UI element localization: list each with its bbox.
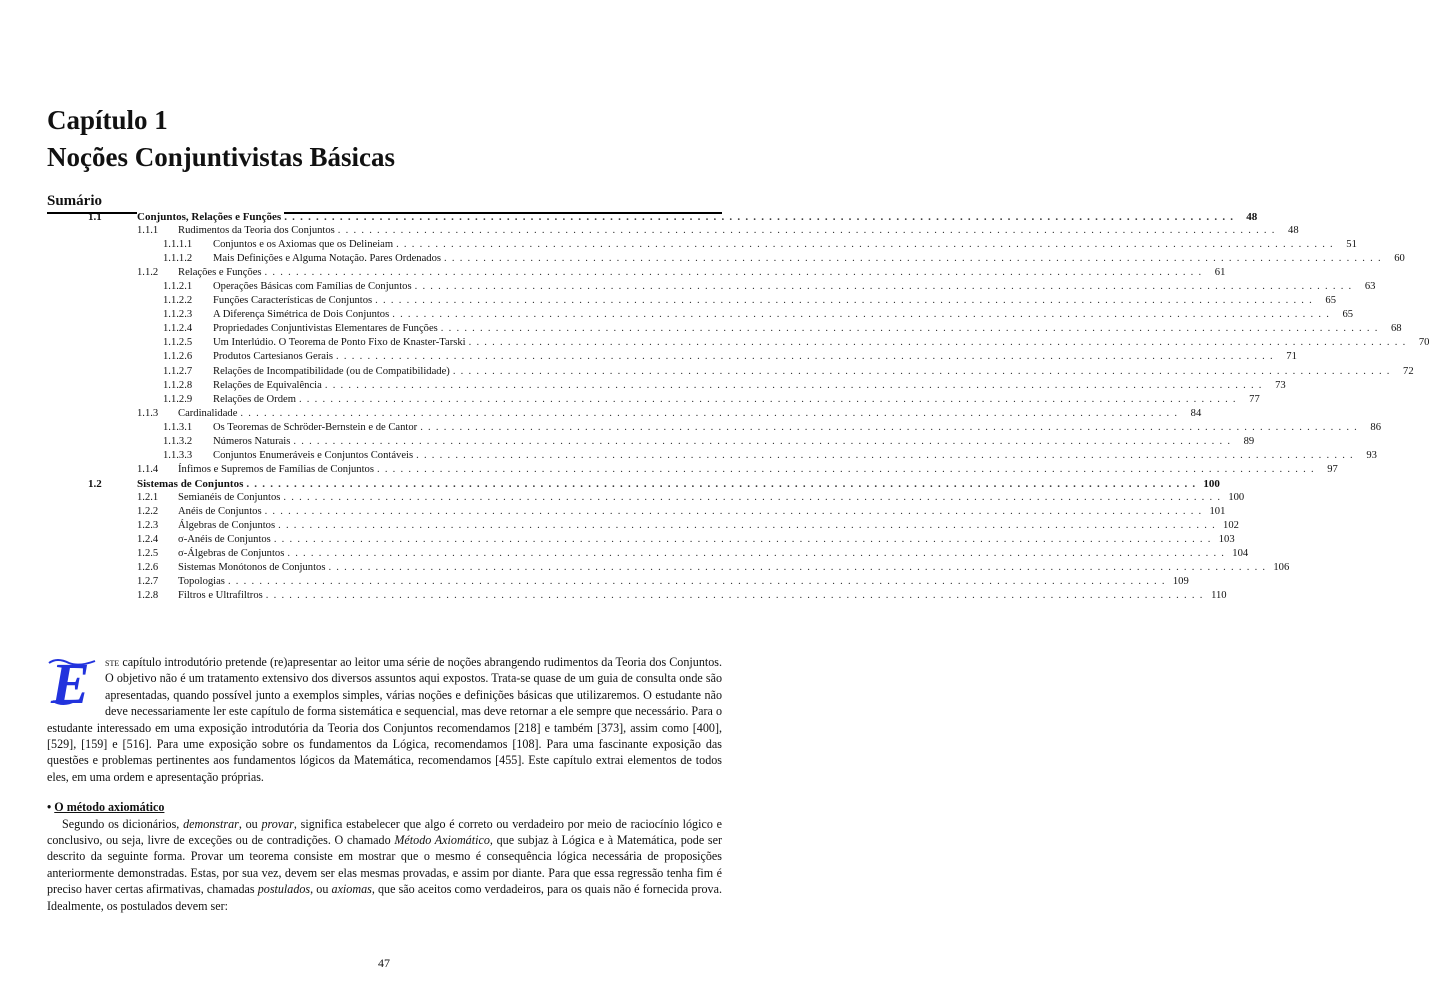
text-segment: , que subjaz à Lógica e à Matemática, pode ser descrito da seguinte forma. Provar um teorema consiste em mostrar que o mesmo é consequência lógica necessária de proposições anteriormente demonstradas. Estas, por sua vez, devem ser elas mesmas provadas, e assim por diante. Para que essa regressão tenha fim é preciso haver certas afirmativas, chamadas	[47, 833, 723, 897]
toc-entry-page: 89	[1235, 435, 1254, 449]
emphasized-term: demonstrar	[183, 816, 239, 831]
toc-entry-title: Conjuntos Enumeráveis e Conjuntos Contáveis	[213, 449, 416, 463]
toc-entry[interactable]	[47, 575, 1189, 589]
decorative-drop-cap-icon	[47, 651, 99, 716]
toc-entry[interactable]	[47, 350, 1297, 364]
toc-entry[interactable]	[47, 393, 1260, 407]
toc-entry[interactable]	[47, 533, 1235, 547]
toc-leader-dots: ........................................................................................................................	[324, 379, 1267, 391]
toc-entry-number: 1.2.7	[137, 576, 159, 588]
toc-entry-title: Topologias	[178, 575, 228, 589]
toc-entry-number: 1.2	[88, 477, 102, 490]
toc-entry[interactable]	[47, 252, 1405, 266]
toc-entry-number: 1.1.3	[137, 407, 159, 419]
toc-leader-dots: ........................................................................................................................	[452, 365, 1395, 377]
toc-entry-number: 1.1.3.1	[163, 421, 193, 433]
toc-leader-dots: ........................................................................................................................	[414, 281, 1357, 293]
toc-entry-title: Produtos Cartesianos Gerais	[213, 350, 336, 364]
toc-entry-title: Relações de Ordem	[213, 393, 299, 407]
toc-entry-title: Rudimentos da Teoria dos Conjuntos	[178, 224, 338, 238]
toc-entry-number: 1.1.1.1	[163, 239, 193, 251]
toc-leader-dots: ........................................................................................................................	[265, 590, 1208, 602]
toc-entry-page: 109	[1170, 575, 1189, 589]
toc-entry-page: 65	[1334, 308, 1353, 322]
toc-entry-page: 100	[1200, 477, 1220, 491]
toc-leader-dots: ........................................................................................................................	[246, 477, 1201, 490]
toc-entry[interactable]	[47, 407, 1202, 421]
toc-leader-dots: ........................................................................................................................	[284, 211, 1239, 223]
page-number: 47	[378, 956, 390, 970]
toc-entry-page: 103	[1216, 533, 1235, 547]
toc-entry[interactable]	[47, 463, 1338, 477]
toc-entry-title: σ-Anéis de Conjuntos	[178, 533, 274, 547]
intro-lead: ste	[105, 655, 120, 669]
toc-heading: Sumário	[47, 193, 103, 209]
section-heading	[47, 799, 722, 815]
bullet-icon: •	[47, 800, 52, 815]
toc-entry-title: Relações e Funções	[178, 266, 265, 280]
toc-entry-number: 1.2.1	[137, 491, 159, 503]
toc-entry-number: 1.2.6	[137, 562, 159, 574]
toc-entry-number: 1.1.1.2	[163, 253, 193, 265]
toc-entry[interactable]	[47, 477, 1220, 491]
toc-entry-title: Funções Características de Conjuntos	[213, 294, 375, 308]
intro-text: capítulo introdutório pretende (re)apresentar ao leitor uma série de noções abrangendo rudimentos da Teoria dos Conjuntos. O objetivo não é um tratamento extensivo dos diversos assuntos aqui expostos. Trata-se quase de um guia de consulta onde são apresentadas, quando possível junto a exemplos simples, várias noções e definições básicas que utilizaremos. O estudante não deve necessariamente ler este capítulo de forma sistemática e sequencial, mas deve retornar a ele sempre que necessário. Para o estudante interessado em uma exposição introdutória da Teoria dos Conjuntos recomendamos [218] e também [373], assim como [400], [529], [159] e [516]. Para ume exposição sobre os fundamentos da Lógica, recomendamos [108]. Para uma fascinante exposição das questões e problemas pertinentes aos fundamentos lógicos da Matemática, recomendamos [455]. Este capítulo extrai elementos de todos eles, em uma ordem e apresentação próprias.	[47, 655, 722, 784]
toc-entry[interactable]	[47, 365, 1414, 379]
toc-entry-title: Ínfimos e Supremos de Famílias de Conjuntos	[178, 463, 377, 477]
toc-entry-title: Filtros e Ultrafiltros	[178, 589, 266, 603]
toc-entry-title: Sistemas de Conjuntos	[137, 477, 246, 491]
text-segment: , significa estabelecer que algo é correto ou verdadeiro por meio de raciocínio lógico e conclusivo, ou seja, livre de exceções ou de contradições. O chamado	[47, 816, 722, 848]
toc-entry-page: 86	[1362, 421, 1381, 435]
toc-entry-page: 110	[1208, 589, 1227, 603]
toc-leader-dots: ........................................................................................................................	[328, 562, 1271, 574]
toc-leader-dots: ........................................................................................................................	[283, 491, 1226, 503]
toc-entry-page: 77	[1241, 393, 1260, 407]
toc-leader-dots: ........................................................................................................................	[227, 576, 1170, 588]
toc-entry-number: 1.1.1	[137, 225, 159, 237]
toc-entry-page: 72	[1395, 365, 1414, 379]
toc-entry-title: Operações Básicas com Famílias de Conjuntos	[213, 280, 415, 294]
svg-text:E: E	[51, 651, 90, 716]
toc-entry-number: 1.1.2.6	[163, 351, 193, 363]
toc-entry[interactable]	[47, 379, 1286, 393]
toc-entry[interactable]	[47, 238, 1357, 252]
toc-entry-title: A Diferença Simétrica de Dois Conjuntos	[213, 308, 392, 322]
toc-leader-dots: ........................................................................................................................	[264, 505, 1207, 517]
toc-leader-dots: ........................................................................................................................	[396, 239, 1338, 251]
toc-entry-number: 1.1.2	[137, 267, 159, 279]
toc-entry-page: 102	[1220, 519, 1239, 533]
emphasized-term: postulados	[257, 882, 311, 897]
toc-entry-title: Relações de Equivalência	[213, 379, 325, 393]
chapter-label: Capítulo 1	[47, 105, 168, 135]
toc-entry-page: 61	[1206, 266, 1225, 280]
toc-entry-number: 1.2.3	[137, 520, 159, 532]
toc-entry-title: Álgebras de Conjuntos	[178, 519, 278, 533]
emphasized-term: axiomas	[331, 882, 372, 897]
toc-entry-page: 68	[1383, 322, 1402, 336]
toc-leader-dots: ........................................................................................................................	[416, 449, 1358, 461]
toc-entry-title: Um Interlúdio. O Teorema de Ponto Fixo de Knaster-Tarski	[213, 336, 469, 350]
toc-entry-number: 1.1.2.1	[163, 281, 193, 293]
toc-entry-page: 97	[1319, 463, 1338, 477]
toc-entry-number: 1.1.2.8	[163, 379, 193, 391]
toc-entry[interactable]	[47, 435, 1255, 449]
toc-entry[interactable]	[47, 280, 1376, 294]
toc-entry-title: σ-Álgebras de Conjuntos	[178, 547, 287, 561]
intro-paragraph	[47, 651, 722, 785]
toc-entry-page: 65	[1317, 294, 1336, 308]
toc-entry-title: Números Naturais	[213, 435, 293, 449]
toc-entry-number: 1.2.8	[137, 590, 159, 602]
toc-entry-number: 1.1.2.7	[163, 365, 193, 377]
toc-leader-dots: ........................................................................................................................	[273, 534, 1216, 546]
toc-entry-page: 101	[1206, 505, 1225, 519]
table-of-contents	[47, 210, 1429, 603]
text-segment: , que são aceitos como verdadeiros, para os quais não é fornecida prova. Idealmente, os postulados devem ser:	[47, 882, 722, 913]
toc-entry-number: 1.1.2.9	[163, 393, 193, 405]
toc-entry-page: 70	[1410, 336, 1429, 350]
toc-entry-number: 1.1.2.3	[163, 309, 193, 321]
toc-entry-number: 1.1.3.3	[163, 449, 193, 461]
toc-entry-title: Relações de Incompatibilidade (ou de Compatibilidade)	[213, 365, 453, 379]
toc-leader-dots: ........................................................................................................................	[376, 463, 1319, 475]
toc-entry[interactable]	[47, 491, 1245, 505]
toc-leader-dots: ........................................................................................................................	[293, 435, 1236, 447]
toc-entry[interactable]	[47, 210, 1258, 224]
toc-entry[interactable]	[47, 505, 1226, 519]
toc-entry-number: 1.1.2.2	[163, 295, 193, 307]
toc-entry-title: Os Teoremas de Schröder-Bernstein e de Cantor	[213, 421, 420, 435]
toc-entry-title: Conjuntos, Relações e Funções	[137, 210, 284, 224]
toc-leader-dots: ........................................................................................................................	[392, 309, 1335, 321]
toc-entry[interactable]	[47, 266, 1226, 280]
toc-entry[interactable]	[47, 421, 1382, 435]
toc-entry-title: Sistemas Monótonos de Conjuntos	[178, 561, 328, 575]
toc-entry[interactable]	[47, 294, 1336, 308]
toc-entry-page: 63	[1356, 280, 1375, 294]
section-paragraph	[47, 816, 722, 914]
toc-entry-number: 1.1	[88, 211, 102, 223]
text-segment: , ou	[310, 882, 332, 897]
toc-entry-page: 104	[1229, 547, 1248, 561]
toc-entry-number: 1.1.3.2	[163, 435, 193, 447]
toc-entry-title: Cardinalidade	[178, 407, 240, 421]
toc-entry-number: 1.1.2.4	[163, 323, 193, 335]
toc-entry-page: 73	[1267, 379, 1286, 393]
toc-entry[interactable]	[47, 308, 1354, 322]
toc-leader-dots: ........................................................................................................................	[375, 295, 1317, 307]
toc-entry-page: 100	[1225, 491, 1244, 505]
toc-entry[interactable]	[47, 547, 1249, 561]
toc-entry-page: 51	[1338, 238, 1357, 252]
text-segment: Segundo os dicionários,	[62, 816, 184, 831]
toc-entry[interactable]	[47, 449, 1377, 463]
toc-entry-number: 1.2.5	[137, 548, 159, 560]
toc-leader-dots: ........................................................................................................................	[278, 520, 1220, 532]
toc-entry-number: 1.1.2.5	[163, 337, 193, 349]
toc-entry-title: Anéis de Conjuntos	[178, 505, 265, 519]
toc-leader-dots: ........................................................................................................................	[240, 407, 1183, 419]
toc-entry-title: Semianéis de Conjuntos	[178, 491, 283, 505]
section-heading-text: O método axiomático	[54, 800, 165, 815]
emphasized-term: Método Axiomático	[394, 833, 490, 848]
toc-leader-dots: ........................................................................................................................	[298, 393, 1241, 405]
toc-leader-dots: ........................................................................................................................	[336, 351, 1278, 363]
toc-leader-dots: ........................................................................................................................	[264, 267, 1207, 279]
body-text	[47, 651, 723, 914]
emphasized-term: provar	[261, 816, 294, 831]
toc-entry-number: 1.1.4	[137, 463, 159, 475]
toc-entry-page: 48	[1238, 210, 1257, 224]
toc-entry-page: 71	[1278, 350, 1297, 364]
chapter-title: Noções Conjuntivistas Básicas	[47, 142, 396, 172]
toc-entry-page: 60	[1386, 252, 1405, 266]
toc-entry[interactable]	[47, 519, 1239, 533]
toc-leader-dots: ........................................................................................................................	[287, 548, 1230, 560]
toc-entry-page: 93	[1358, 449, 1377, 463]
toc-entry-page: 106	[1270, 561, 1289, 575]
toc-leader-dots: ........................................................................................................................	[440, 323, 1383, 335]
toc-entry-number: 1.2.2	[137, 505, 159, 517]
toc-leader-dots: ........................................................................................................................	[468, 337, 1411, 349]
toc-entry[interactable]	[47, 322, 1402, 336]
toc-entry[interactable]	[47, 561, 1290, 575]
toc-entry-title: Mais Definições e Alguma Notação. Pares Ordenados	[213, 252, 444, 266]
toc-leader-dots: ........................................................................................................................	[420, 421, 1363, 433]
toc-leader-dots: ........................................................................................................................	[337, 225, 1280, 237]
toc-entry-number: 1.2.4	[137, 534, 159, 546]
toc-entry-page: 84	[1182, 407, 1201, 421]
toc-entry[interactable]	[47, 224, 1299, 238]
text-segment: , ou	[238, 816, 262, 831]
toc-entry[interactable]	[47, 589, 1227, 603]
toc-leader-dots: ........................................................................................................................	[444, 253, 1386, 265]
toc-entry-page: 48	[1280, 224, 1299, 238]
toc-entry-title: Propriedades Conjuntivistas Elementares de Funções	[213, 322, 441, 336]
toc-entry-title: Conjuntos e os Axiomas que os Delineiam	[213, 238, 396, 252]
toc-entry[interactable]	[47, 336, 1429, 350]
